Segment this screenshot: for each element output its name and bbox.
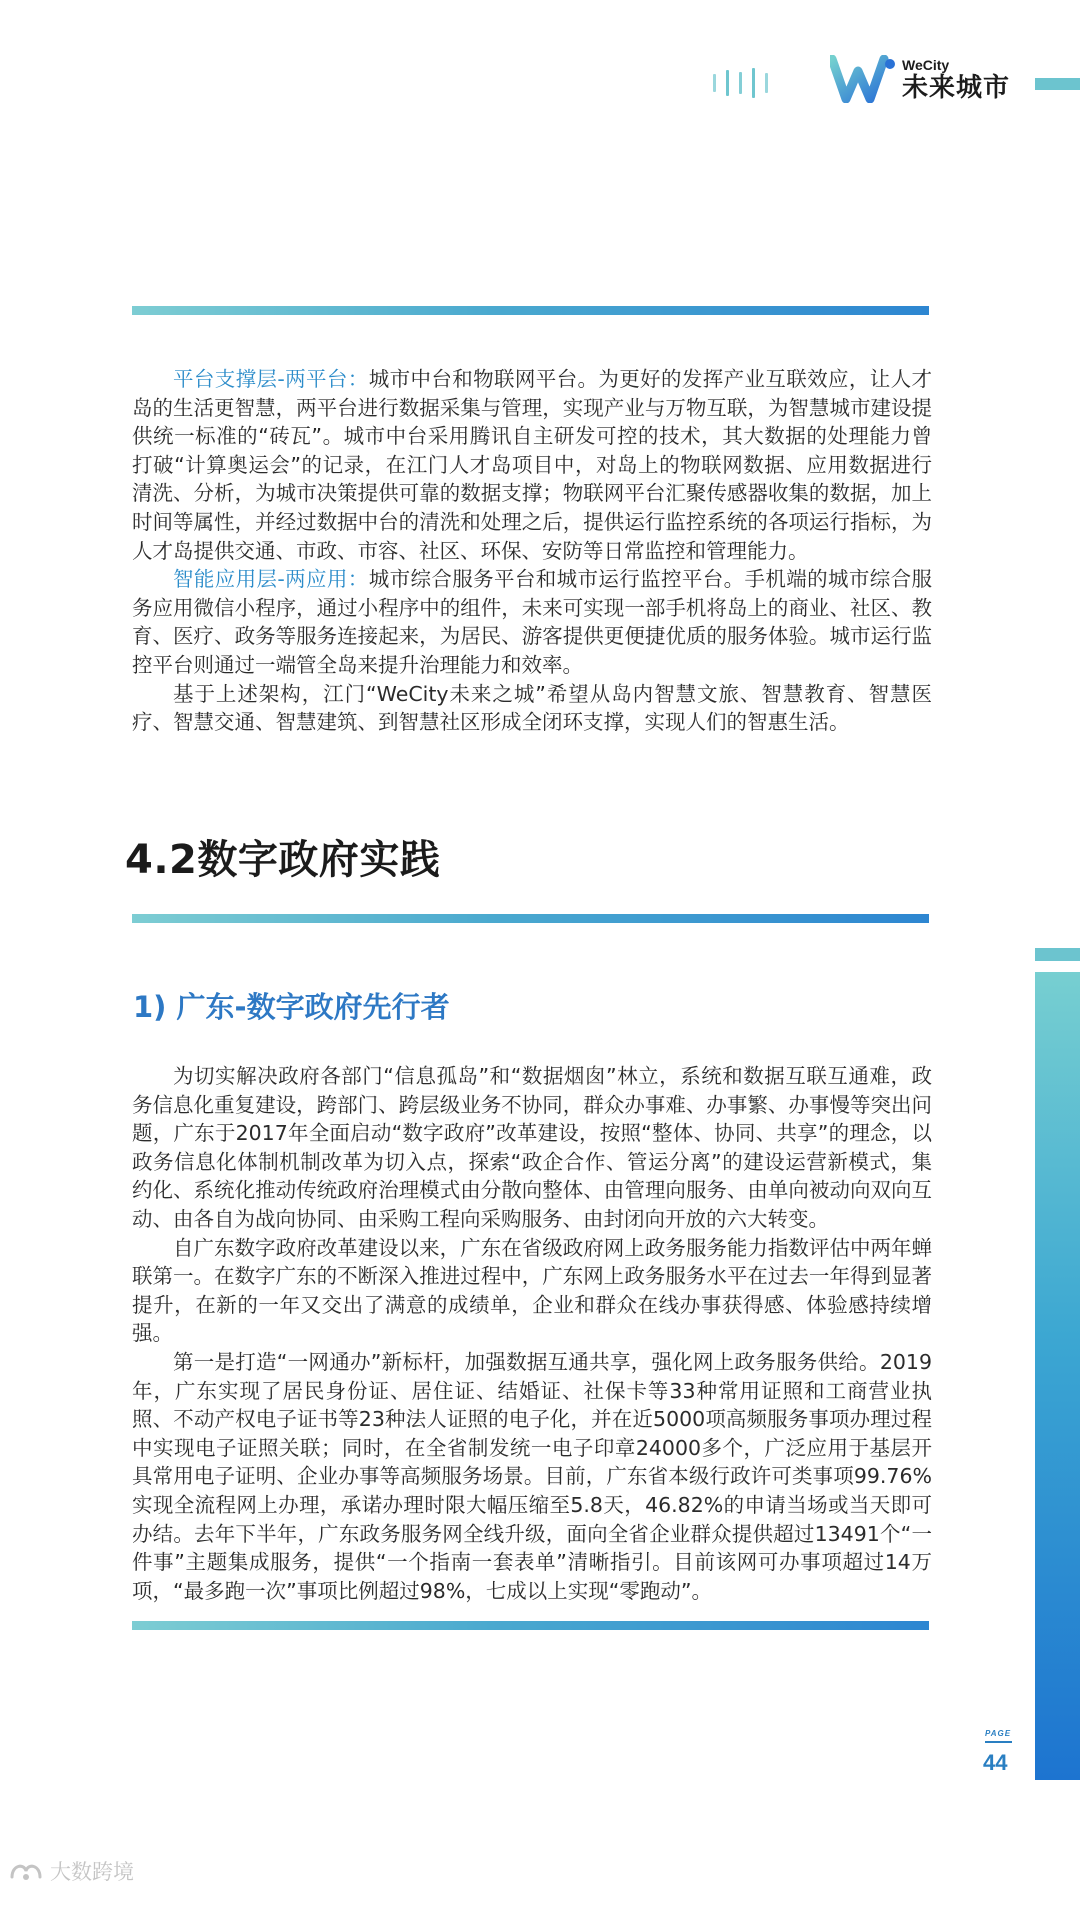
section2-paragraph-2: 自广东数字政府改革建设以来，广东在省级政府网上政务服务能力指数评估中两年蝉联第一。在数字广东的不断深入推进过程中，广东网上政务服务水平在过去一年得到显著提升，在新的一年又交出了满意的成绩单，企业和群众在线办事获得感、体验感持续增强。 xyxy=(132,1235,932,1346)
section1-paragraph-2 xyxy=(132,565,932,679)
section2-text xyxy=(132,1062,932,1605)
header-decoration-lines xyxy=(713,68,768,98)
platform-layer-text: 城市中台和物联网平台。为更好的发挥产业互联效应，让人才岛的生活更智慧，两平台进行数据采集与管理，实现产业与万物互联，为智慧城市建设提供统一标准的“砖瓦”。城市中台采用腾讯自主研发可控的技术，其大数据的处理能力曾打破“计算奥运会”的记录，在江门人才岛项目中，对岛上的物联网数据、应用数据进行清洗、分析，为城市决策提供可靠的数据支撑；物联网平台汇聚传感器收集的数据，加上时间等属性，并经过数据中台的清洗和处理之后，提供运行监控系统的各项运行指标，为人才岛提供交通、市政、市容、社区、环保、安防等日常监控和管理能力。 xyxy=(132,367,933,563)
watermark xyxy=(8,1856,134,1886)
logo-big-text: 未来城市 xyxy=(902,72,1011,103)
section1-paragraph-3: 基于上述架构，江门“WeCity未来之城”希望从岛内智慧文旅、智慧教育、智慧医疗、智慧交通、智慧建筑、到智慧社区形成全闭环支撑，实现人们的智惠生活。 xyxy=(132,681,932,735)
watermark-logo-icon xyxy=(8,1859,44,1883)
section2-paragraph-3: 第一是打造“一网通办”新标杆，加强数据互通共享，强化网上政务服务供给。2019年，广东实现了居民身份证、居住证、结婚证、社保卡等33种常用证照和工商营业执照、不动产权电子证书等23种法人证照的电子化，并在近5000项高频服务事项办理过程中实现电子证照关联；同时，在全省制发统一电子印章24000多个，广泛应用于基层开具常用电子证明、企业办事等高频服务场景。目前，广东省本级行政许可类事项99.76%实现全流程网上办理，承诺办理时限大幅压缩至5.8天，46.82%的申请当场或当天即可办结。去年下半年，广东政务服务网全线升级，面向全省企业群众提供超过13491个“一件事”主题集成服务，提供“一个指南一套表单”清晰指引。目前该网可办事项超过14万项，“最多跑一次”事项比例超过98%，七成以上实现“零跑动”。 xyxy=(132,1349,932,1603)
side-gradient-bar xyxy=(1035,972,1080,1780)
wecity-w-icon xyxy=(830,55,896,103)
platform-layer-label: 平台支撑层-两平台： xyxy=(173,367,369,391)
subsection-title: 1) 广东-数字政府先行者 xyxy=(133,990,450,1024)
logo-small-text: WeCity xyxy=(902,56,950,73)
page-label: PAGE xyxy=(985,1729,1012,1738)
section1-paragraph-1 xyxy=(132,365,932,565)
section1-text xyxy=(132,365,932,737)
page-number: 44 xyxy=(983,1750,1008,1775)
watermark-text: 大数跨境 xyxy=(50,1860,134,1884)
divider-bar-middle xyxy=(132,914,929,923)
header-edge-tab xyxy=(1035,78,1080,90)
application-layer-label: 智能应用层-两应用： xyxy=(173,567,369,592)
side-tab xyxy=(1035,948,1080,961)
section2-paragraph-1: 为切实解决政府各部门“信息孤岛”和“数据烟囱”林立，系统和数据互联互通难，政务信息化重复建设，跨部门、跨层级业务不协同，群众办事难、办事繁、办事慢等突出问题，广东于2017年全面启动“数字政府”改革建设，按照“整体、协同、共享”的理念，以政务信息化体制机制改革为切入点，探索“政企合作、管运分离”的建设运营新模式，集约化、系统化推动传统政府治理模式由分散向整体、由管理向服务、由单向被动向双向互动、由各自为战向协同、由采购工程向采购服务、由封闭向开放的六大转变。 xyxy=(132,1064,932,1231)
divider-bar-top xyxy=(132,306,929,315)
application-layer-text: 城市综合服务平台和城市运行监控平台。手机端的城市综合服务应用微信小程序，通过小程序中的组件，未来可实现一部手机将岛上的商业、社区、教育、医疗、政务等服务连接起来，为居民、游客提供更便捷优质的服务体验。城市运行监控平台则通过一端管全岛来提升治理能力和效率。 xyxy=(132,567,933,677)
section-title: 4.2数字政府实践 xyxy=(125,837,441,883)
page-label-rule xyxy=(985,1741,1012,1743)
divider-bar-bottom xyxy=(132,1621,929,1630)
wecity-logo xyxy=(830,55,1010,103)
